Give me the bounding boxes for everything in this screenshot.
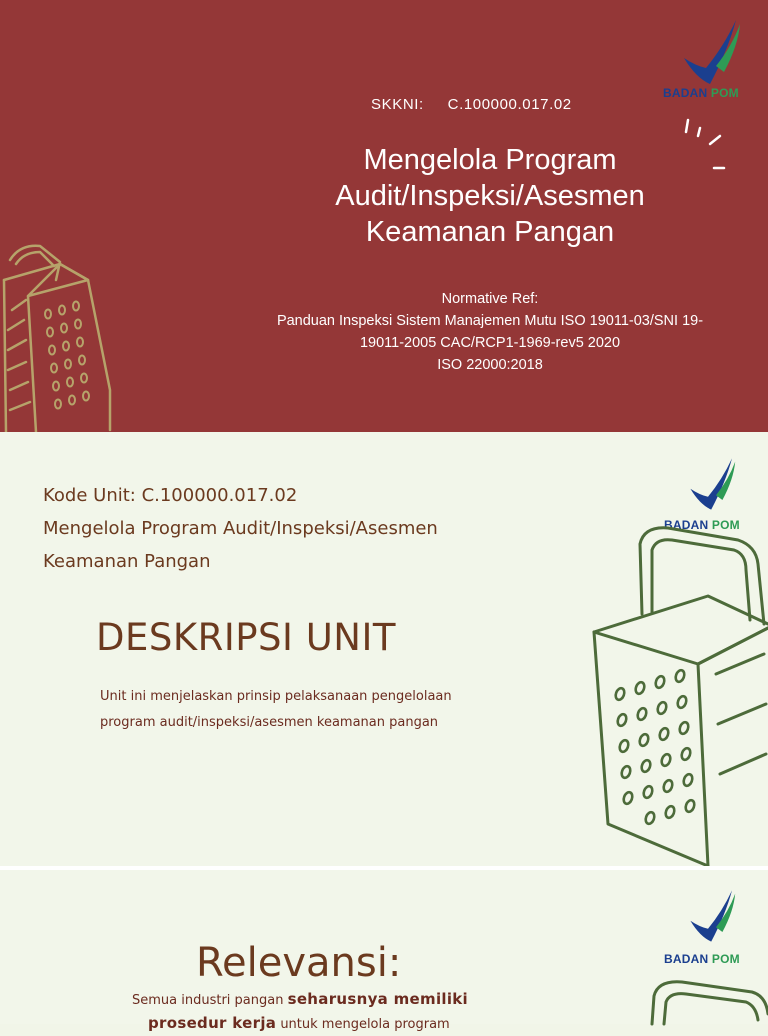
grater-illustration — [632, 956, 768, 1024]
relevance-line — [132, 988, 468, 1012]
logo-part2: POM — [711, 952, 740, 966]
normative-reference — [230, 288, 750, 376]
unit-code-line: Mengelola Program Audit/Inspeksi/Asesmen — [43, 518, 438, 539]
logo-part1: BADAN — [664, 952, 709, 966]
relevance-line — [132, 1012, 468, 1036]
title-slide — [0, 0, 768, 432]
title-line: Audit/Inspeksi/Asesmen — [335, 180, 645, 212]
relevance-emphasis: seharusnya memiliki — [287, 990, 468, 1008]
logo-text — [663, 86, 739, 100]
unit-code-line: Kode Unit: C.100000.017.02 — [43, 485, 298, 506]
normative-line: 19011-2005 CAC/RCP1-1969-rev5 2020 — [359, 335, 621, 351]
description-line: Unit ini menjelaskan prinsip pelaksanaan pengelolaan — [100, 689, 452, 704]
description-line: program audit/inspeksi/asesmen keamanan pangan — [100, 715, 439, 730]
logo-part1: BADAN — [664, 518, 709, 532]
unit-description — [100, 684, 452, 736]
logo-part1: BADAN — [663, 86, 708, 100]
relevance-slide — [0, 870, 768, 1032]
relevance-text-part: untuk mengelola program — [276, 1017, 450, 1032]
logo-swoosh-icon — [684, 452, 740, 516]
logo-part2: POM — [710, 86, 739, 100]
relevance-emphasis: prosedur kerja — [148, 1014, 277, 1032]
normative-line: Normative Ref: — [441, 291, 539, 307]
normative-line: ISO 22000:2018 — [437, 357, 543, 373]
unit-description-slide — [0, 432, 768, 866]
normative-line: Panduan Inspeksi Sistem Manajemen Mutu ISO 19011-03/SNI 19- — [276, 313, 704, 329]
grater-illustration — [0, 240, 120, 432]
grater-illustration — [588, 524, 768, 866]
title-line: Keamanan Pangan — [365, 216, 615, 248]
logo-part2: POM — [711, 518, 740, 532]
unit-code-block — [43, 479, 438, 578]
section-heading: DESKRIPSI UNIT — [96, 616, 396, 659]
skkni-line — [371, 96, 572, 113]
slide-title — [280, 142, 700, 250]
title-line: Mengelola Program — [363, 144, 617, 176]
unit-code-line: Keamanan Pangan — [43, 551, 211, 572]
section-heading: Relevansi: — [196, 940, 402, 986]
relevance-text-part: Semua industri pangan — [132, 993, 288, 1008]
logo-swoosh-icon — [676, 16, 746, 88]
relevance-text — [132, 988, 468, 1036]
skkni-label: SKKNI: — [371, 96, 424, 113]
logo-swoosh-icon — [684, 884, 740, 948]
skkni-code: C.100000.017.02 — [447, 96, 572, 113]
